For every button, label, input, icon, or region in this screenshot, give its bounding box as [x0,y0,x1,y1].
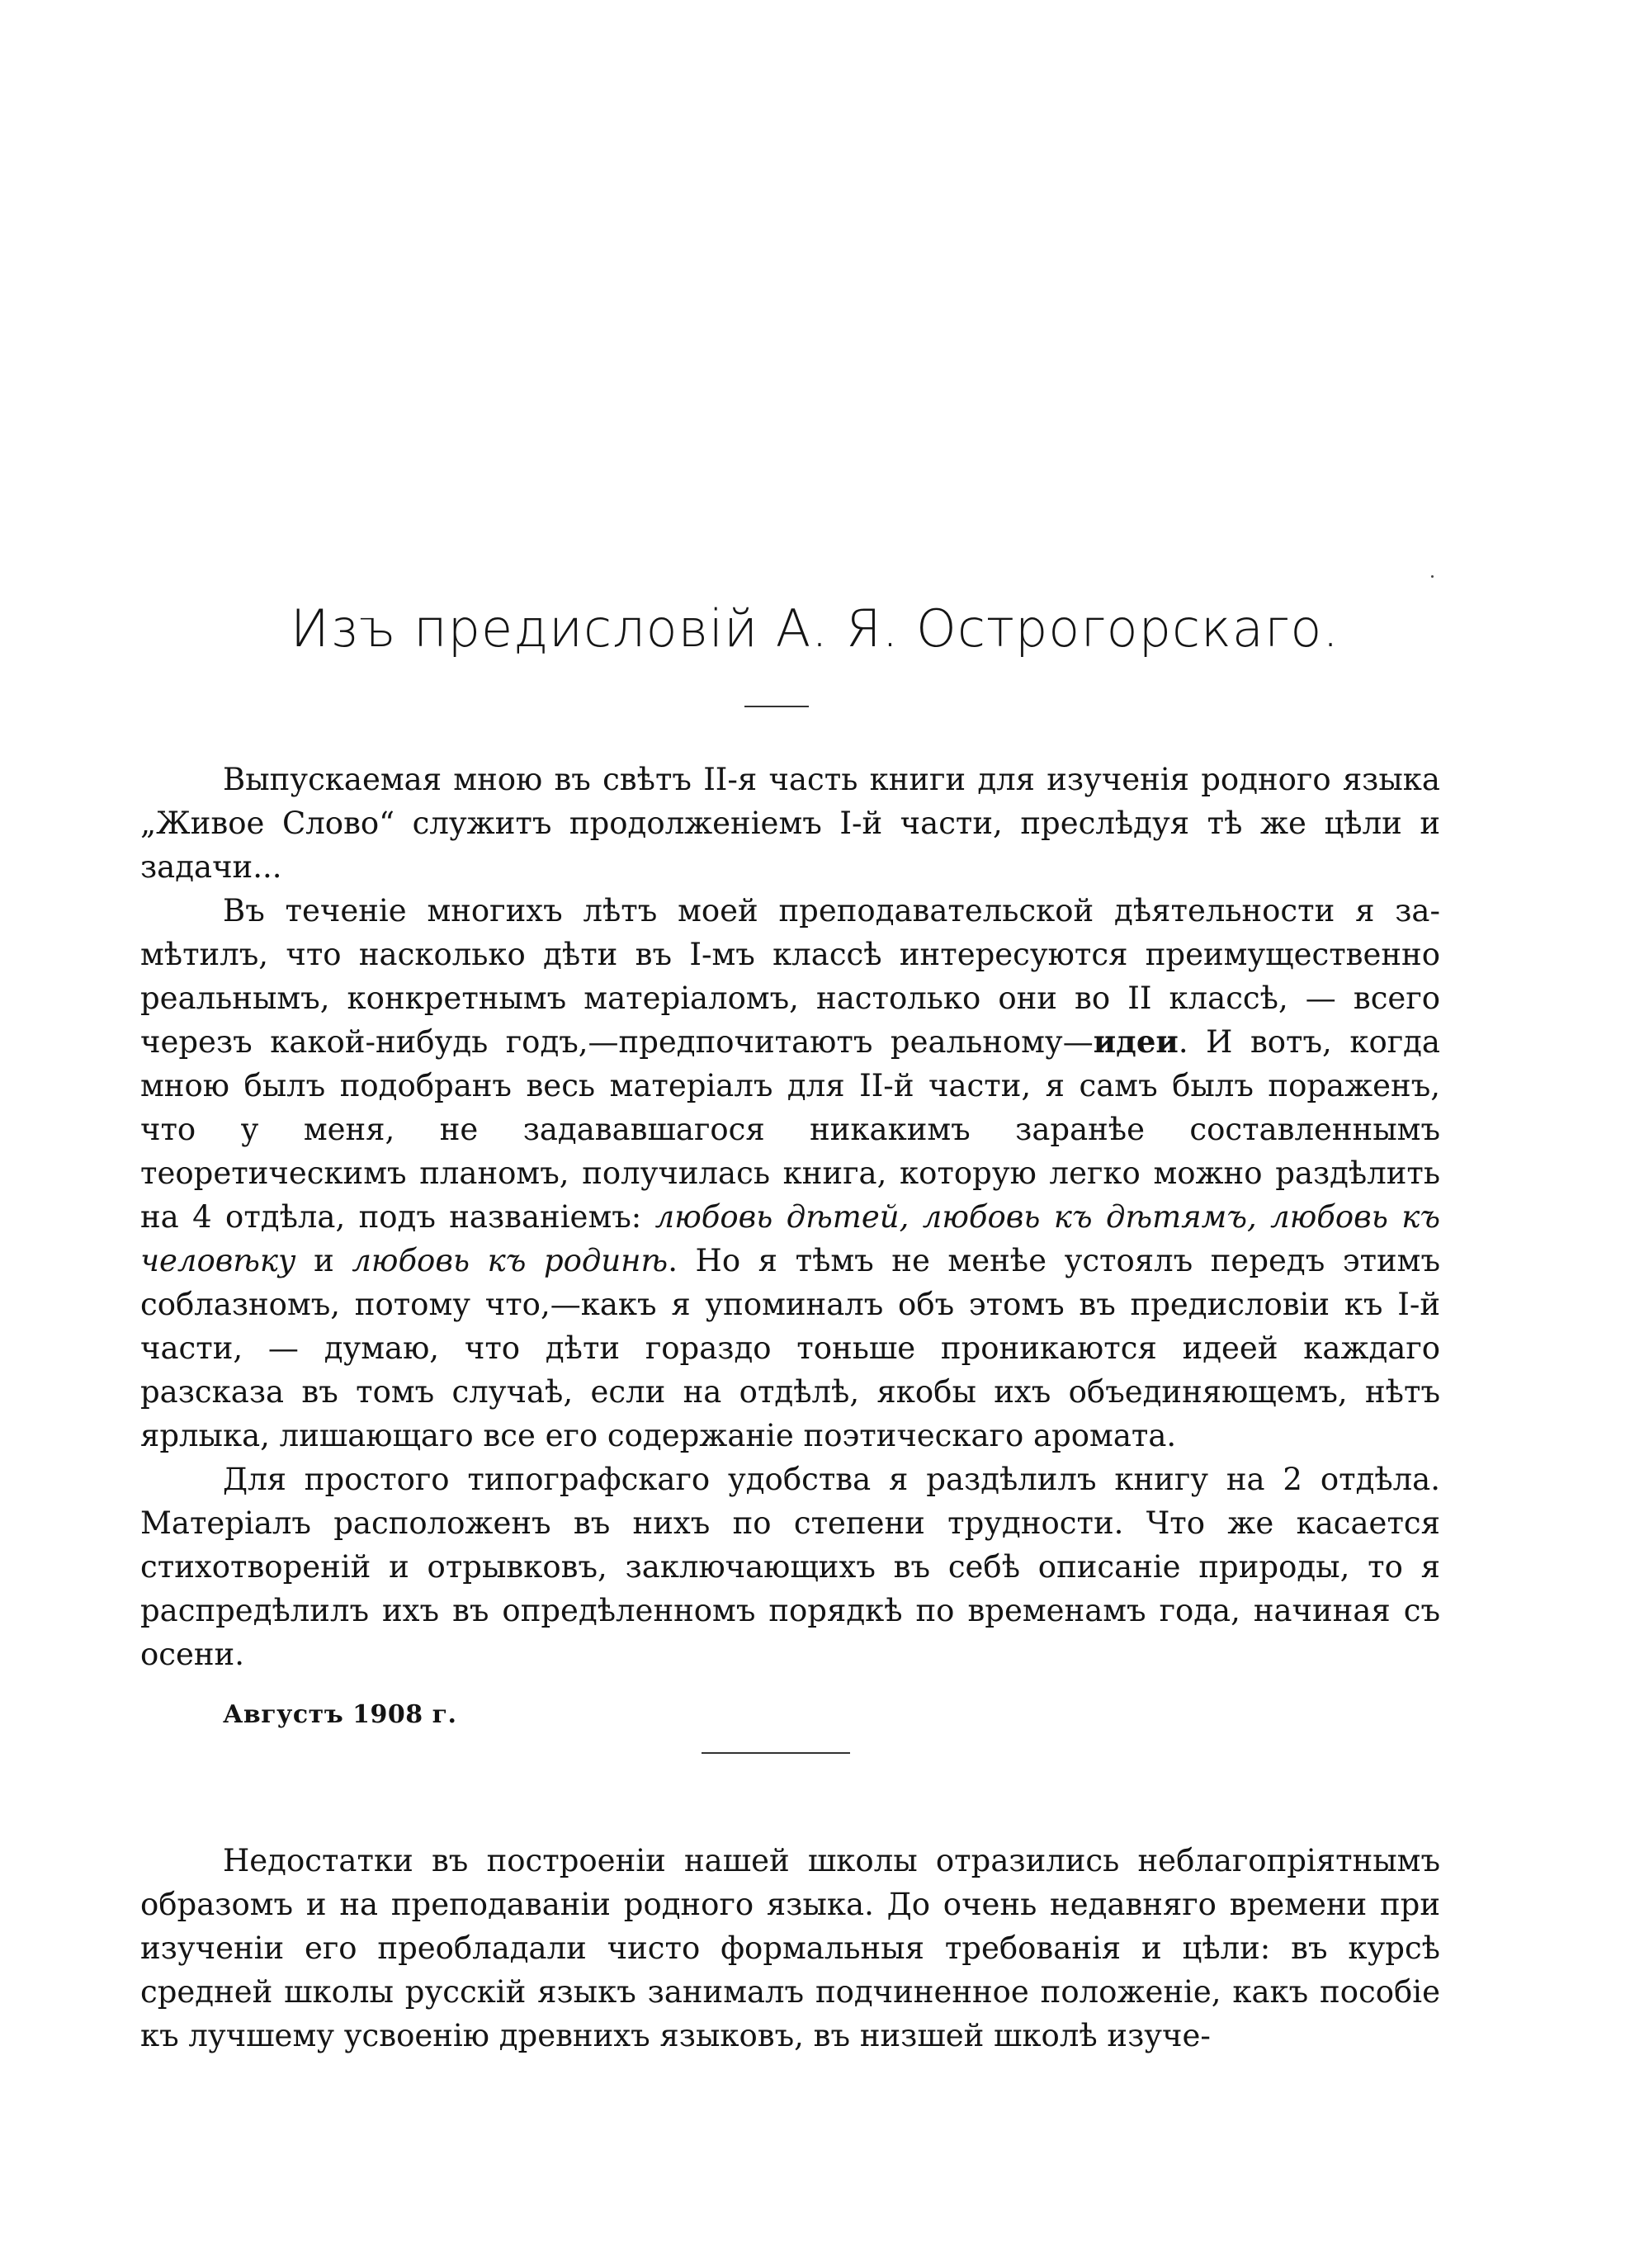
preface-date: Августъ 1908 г. [223,1700,457,1729]
paragraph-text: . Но я тѣмъ не менѣе устоялъ передъ этимъ соблазномъ, потому что,—какъ я упоминалъ объ этомъ въ предисловіи къ I-й части, — думаю, что дѣти гораздо тоньше проникаются идеей каждаго разсказа въ томъ случаѣ, если на отдѣлѣ, якобы ихъ объединяющемъ, нѣтъ ярлыка, лишающаго все его содержаніе поэтическаго аромата. [140,1243,1440,1453]
paragraph-text: Въ теченіе многихъ лѣтъ моей преподавательской дѣятельности я замѣтилъ, что насколько дѣти въ I-мъ классѣ интересуются преимущественно реальнымъ, конкретнымъ матеріаломъ, настолько они во II классѣ, — всего черезъ какой-нибудь годъ,—предпочитаютъ реальному— [140,893,1440,1060]
paragraph-text: и [295,1243,352,1278]
title-divider [744,706,809,707]
print-speck [1431,575,1434,578]
italic-phrase: любовь къ родинѣ [352,1243,669,1278]
paragraph [140,889,1440,1458]
page-title: Изъ предисловій А. Я. Острогорскаго. [291,598,1339,659]
paragraph: Для простого типографскаго удобства я раздѣлилъ книгу на 2 отдѣла. Матеріалъ расположенъ въ нихъ по степени трудности. Что же касается стихотвореній и отрывковъ, заключающихъ въ себѣ описаніе природы, то я распредѣлилъ ихъ въ опредѣленномъ порядкѣ по временамъ года, начиная съ осени. [140,1462,1440,1672]
paragraph-text: . И вотъ, когда мною былъ подобранъ весь матеріалъ для II-й части, я самъ былъ пораженъ, что у меня, не задававшагося никакимъ заранѣе составленнымъ теоретическимъ планомъ, получилась книга, которую легко можно раздѣлить на 4 отдѣла, подъ названіемъ: [140,1024,1440,1235]
bold-word: идеи [1093,1023,1179,1060]
paragraph: Недостатки въ построеніи нашей школы отразились неблагопріятнымъ образомъ и на преподаваніи родного языка. До очень недавняго времени при изученіи его преобладали чисто формальныя требованія и цѣли: въ курсѣ средней школы русскій языкъ занималъ подчиненное положеніе, какъ пособіе къ лучшему усвоенію древнихъ языковъ, въ низшей школѣ изуче- [140,1843,1440,2053]
section-text [140,1839,1440,2058]
section-divider [702,1752,850,1754]
italic-phrase: любовь дѣтей, любовь къ дѣтямъ, любовь къ человѣку [140,1199,1440,1278]
preface-text [140,758,1440,1676]
paragraph: Выпускаемая мною въ свѣтъ II-я часть книги для изученія родного языка „Живое Слово“ служитъ продолженіемъ I-й части, преслѣдуя тѣ же цѣли и задачи... [140,762,1440,885]
